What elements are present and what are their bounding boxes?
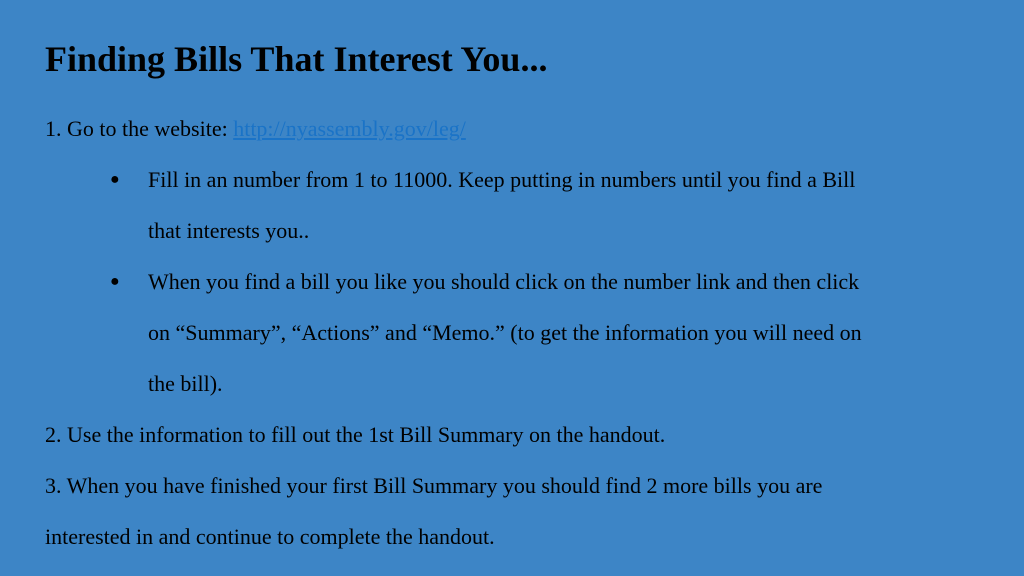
slide-body: [45, 103, 995, 562]
website-link[interactable]: http://nyassembly.gov/leg/: [233, 116, 466, 141]
bullet-icon: ●: [110, 273, 120, 290]
bullet-2-line-2: [45, 307, 995, 358]
bullet-2-text-2: on “Summary”, “Actions” and “Memo.” (to get the information you will need on: [148, 320, 862, 345]
slide-title: Finding Bills That Interest You...: [45, 39, 548, 79]
bullet-2-text-1: When you find a bill you like you should click on the number link and then click: [148, 269, 860, 294]
step-3-line-2: interested in and continue to complete the handout.: [45, 524, 495, 549]
step-1-text: 1. Go to the website:: [45, 116, 234, 141]
step-2: 2. Use the information to fill out the 1st Bill Summary on the handout.: [45, 422, 666, 447]
bullet-1-line-2: [45, 205, 995, 256]
bullet-1-line-1: [45, 154, 995, 205]
step-3-line-1: 3. When you have finished your first Bill Summary you should find 2 more bills you are: [45, 473, 823, 498]
bullet-1-text-2: that interests you..: [148, 218, 310, 243]
bullet-2-line-3: [45, 358, 995, 409]
bullet-2-line-1: [45, 256, 995, 307]
step-1: [45, 103, 995, 154]
bullet-icon: ●: [110, 171, 120, 188]
bullet-1-text-1: Fill in an number from 1 to 11000. Keep putting in numbers until you find a Bill: [148, 167, 856, 192]
bullet-2-text-3: the bill).: [148, 371, 223, 396]
